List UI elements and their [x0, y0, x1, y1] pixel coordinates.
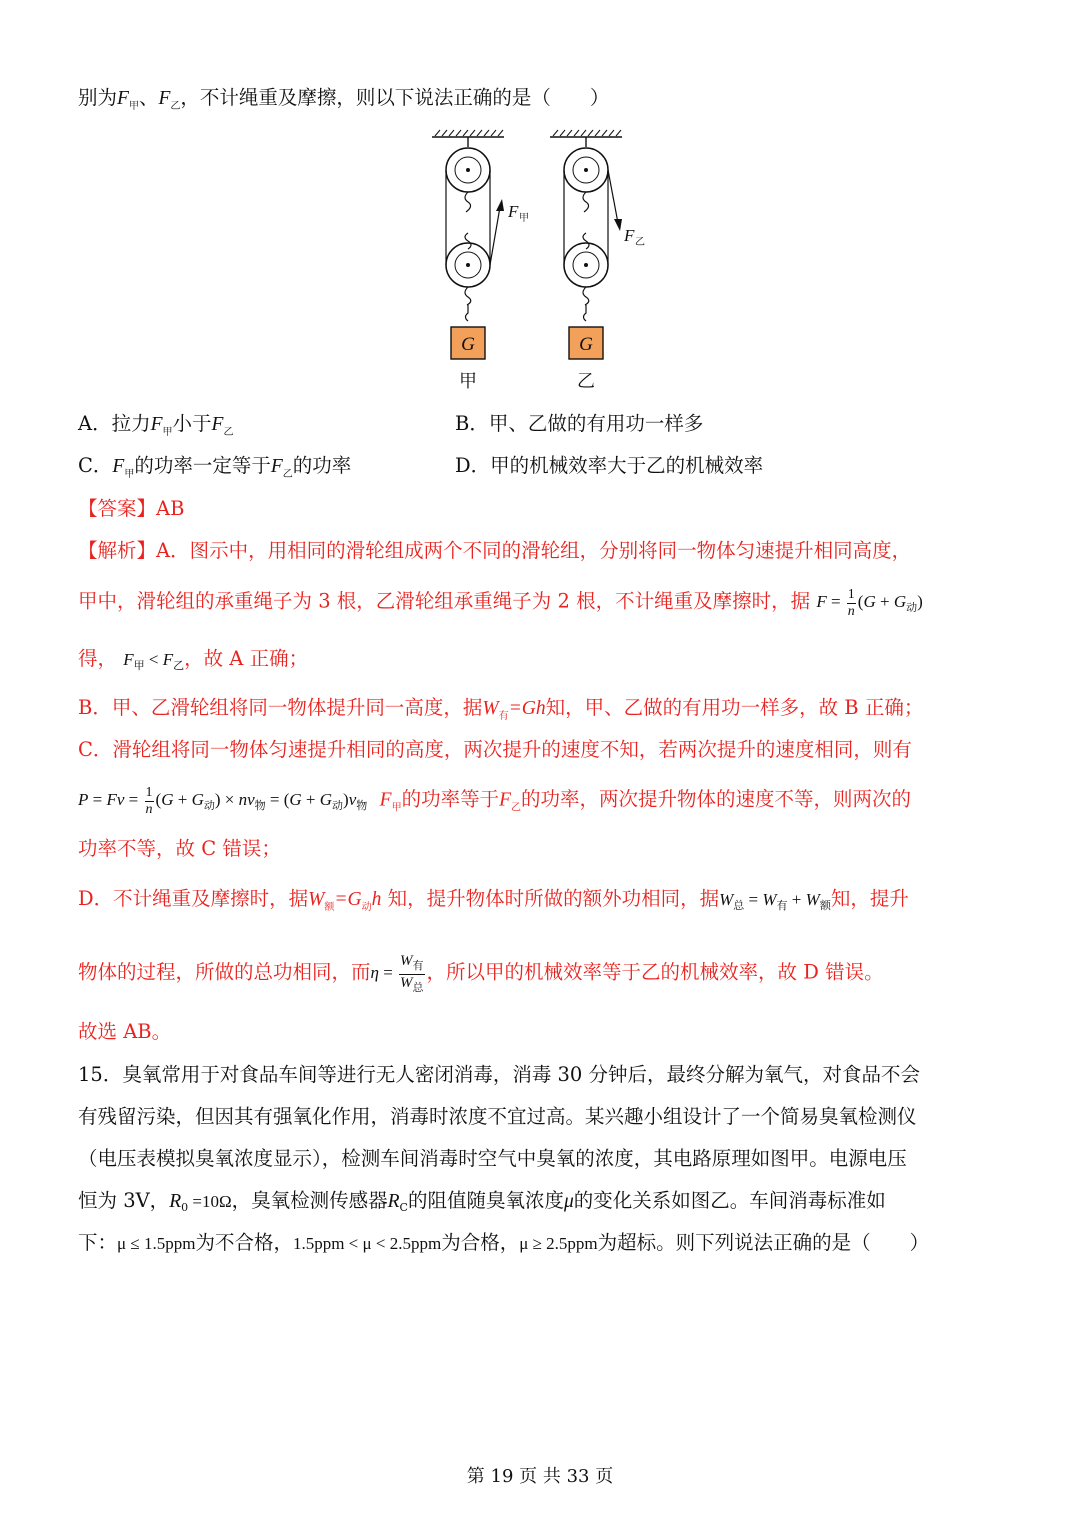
question-15-line5: 下：μ ≤ 1.5ppm为不合格，1.5ppm < μ < 2.5ppm为合格，μ ≥ 2.5ppm为超标。则下列说法正确的是（ ）: [78, 1231, 930, 1254]
analysis-c-line3: 功率不等，故 C 错误；: [78, 837, 281, 860]
option-d: D．甲的机械效率大于乙的机械效率: [455, 454, 764, 477]
analysis-conclusion: 故选 AB。: [78, 1020, 172, 1043]
option-a: A．拉力$F_甲$小于$F_乙$: [78, 412, 234, 438]
figure-label-jia: 甲: [459, 371, 477, 391]
analysis-d-line1: D．不计绳重及摩擦时，据$W_额=G_动h$ 知，提升物体时所做的额外功相同，据$W_总 = W_有 + W_额$知，提升: [78, 887, 909, 913]
question-15-line2: 有残留污染，但因其有强氧化作用，消毒时浓度不宜过高。某兴趣小组设计了一个简易臭氧检测仪: [78, 1105, 917, 1128]
analysis-b: B．甲、乙滑轮组将同一物体提升同一高度，据$W_有=Gh$知，甲、乙做的有用功一样多，故 B 正确；: [78, 696, 924, 722]
formula-efficiency: η = $\frac{W_有}{W_总}$: [370, 953, 424, 994]
analysis-c-line1: C．滑轮组将同一物体匀速提升相同的高度，两次提升的速度不知，若两次提升的速度相同，则有: [78, 738, 912, 761]
formula-total-work: $W_总 = W_有 + W_额$: [719, 890, 831, 912]
force-label-yi-sub: 乙: [635, 237, 645, 248]
question-15-line1: 15．臭氧常用于对食品车间等进行无人密闭消毒，消毒 30 分钟后，最终分解为氧气，对食品不会: [78, 1063, 921, 1086]
question-15-line3: （电压表模拟臭氧浓度显示），检测车间消毒时空气中臭氧的浓度，其电路原理如图甲。电源电压: [78, 1147, 907, 1170]
formula-compare: $F_甲 < F_乙$: [123, 650, 185, 672]
formula-power: P = Fv = $\frac{1}{n}$ $(G + G_动) \times nv_物 = (G + G_动)v_物$: [78, 785, 368, 817]
question-14-stem: 别为$F_甲$、$F_乙$，不计绳重及摩擦，则以下说法正确的是（ ）: [78, 86, 610, 112]
option-c: C．$F_甲$的功率一定等于$F_乙$的功率: [78, 454, 352, 480]
analysis-a-line2: 甲中，滑轮组的承重绳子为 3 根，乙滑轮组承重绳子为 2 根，不计绳重及摩擦时，据 F = $\frac{1}{n}$ $(G + G_动)$: [78, 587, 923, 619]
analysis-a-line1: 【解析】A．图示中，用相同的滑轮组成两个不同的滑轮组，分别将同一物体匀速提升相同高度，: [78, 539, 912, 562]
pulley-diagram: [420, 125, 680, 395]
option-b: B．甲、乙做的有用功一样多: [455, 412, 704, 435]
analysis-a-line3: 得， $F_甲 < F_乙$，故 A 正确；: [78, 647, 309, 672]
force-label-jia-sub: 甲: [519, 213, 529, 224]
weight-label-left: G: [461, 334, 475, 355]
weight-label-right: G: [579, 334, 593, 355]
analysis-d-line2: 物体的过程，所做的总功相同，而η = $\frac{W_有}{W_总}$ ，所以甲的机械效率等于乙的机械效率，故 D 错误。: [78, 953, 884, 994]
force-label-jia: F: [508, 202, 519, 221]
figure-label-yi: 乙: [577, 371, 595, 391]
formula-force: F = $\frac{1}{n}$ $(G + G_动)$: [816, 587, 923, 619]
question-15-line4: 恒为 3V，$R_0 =10\Omega$，臭氧检测传感器$R_C$的阻值随臭氧浓度μ的变化关系如图乙。车间消毒标准如: [78, 1189, 886, 1214]
page-footer: 第 19 页 共 33 页: [466, 1466, 614, 1487]
analysis-c-line2: P = Fv = $\frac{1}{n}$ $(G + G_动) \times nv_物 = (G + G_动)v_物$ $F_甲$的功率等于$F_乙$的功率，两次提升物体的速度不等，则两次的: [78, 785, 912, 817]
force-label-yi: F: [624, 226, 635, 245]
answer-label: 【答案】AB: [78, 497, 185, 520]
